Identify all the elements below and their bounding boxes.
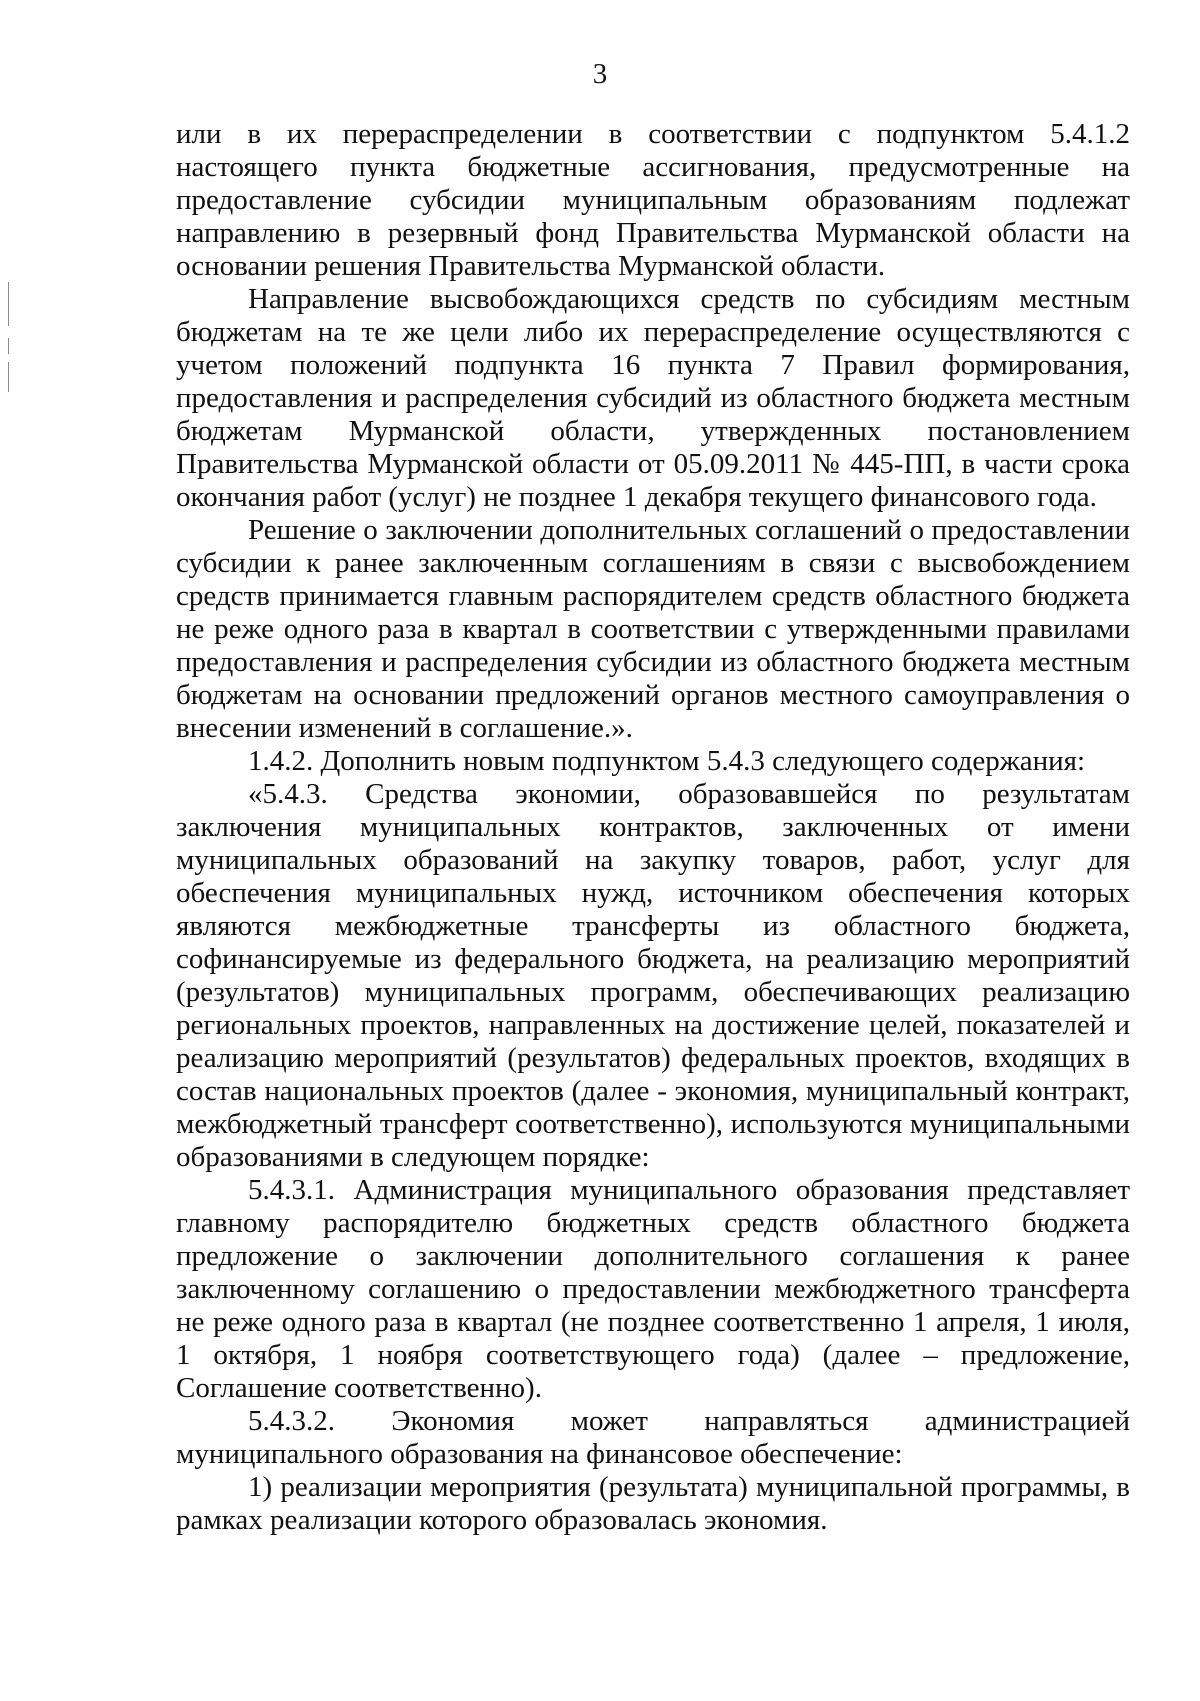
paragraph-clause-5-4-3: «5.4.3. Средства экономии, образовавшейся по результатам заключения муниципальных контрактов, заключенных от имени муниципальных образований на закупку товаров, работ, услуг для обеспечения муниципальных нужд, источником обеспечения которых являются межбюджетные трансферты из областного бюджета, софинансируемые из федерального бюджета, на реализацию мероприятий (результатов) муниципальных программ, обеспечивающих реализацию региональных проектов, направленных на достижение целей, показателей и реализацию мероприятий (результатов) федеральных проектов, входящих в состав национальных проектов (далее - экономия, муниципальный контракт, межбюджетный трансферт соответственно), используются муниципальными образованиями в следующем порядке: [176,778,1130,1173]
paragraph-clause-5-4-3-2: 5.4.3.2. Экономия может направляться администрацией муниципального образования на финансовое обеспечение: [176,1405,1130,1470]
scan-artifact-line [8,282,9,326]
paragraph-funds-redistribution: Направление высвобождающихся средств по субсидиям местным бюджетам на те же цели либо их перераспределение осуществляются с учетом положений подпункта 16 пункта 7 Правил формирования, предоставления и распределения субсидий из областного бюджета местным бюджетам Мурманской области, утвержденных постановлением Правительства Мурманской области от 05.09.2011 № 445-ПП, в части срока окончания работ (услуг) не позднее 1 декабря текущего финансового года. [176,283,1130,513]
paragraph-amendment-1-4-2: 1.4.2. Дополнить новым подпунктом 5.4.3 следующего содержания: [248,745,1086,777]
document-body [176,118,1130,1537]
scan-artifact-line [8,362,9,392]
paragraph-continuation: или в их перераспределении в соответствии с подпунктом 5.4.1.2 настоящего пункта бюджетные ассигнования, предусмотренные на предоставление субсидии муниципальным образованиям подлежат направлению в резервный фонд Правительства Мурманской области на основании решения Правительства Мурманской области. [176,118,1130,282]
paragraph-item-1: 1) реализации мероприятия (результата) муниципальной программы, в рамках реализации которого образовалась экономия. [176,1471,1130,1536]
scan-artifact-line [8,338,9,354]
paragraph-clause-5-4-3-1: 5.4.3.1. Администрация муниципального образования представляет главному распорядителю бюджетных средств областного бюджета предложение о заключении дополнительного соглашения к ранее заключенному соглашению о предоставлении межбюджетного трансферта не реже одного раза в квартал (не позднее соответственно 1 апреля, 1 июля, 1 октября, 1 ноября соответствующего года) (далее – предложение, Соглашение соответственно). [176,1174,1130,1404]
paragraph-additional-agreements: Решение о заключении дополнительных соглашений о предоставлении субсидии к ранее заключенным соглашениям в связи с высвобождением средств принимается главным распорядителем средств областного бюджета не реже одного раза в квартал в соответствии с утвержденными правилами предоставления и распределения субсидии из областного бюджета местным бюджетам на основании предложений органов местного самоуправления о внесении изменений в соглашение.». [176,514,1130,744]
page-number: 3 [592,58,608,90]
